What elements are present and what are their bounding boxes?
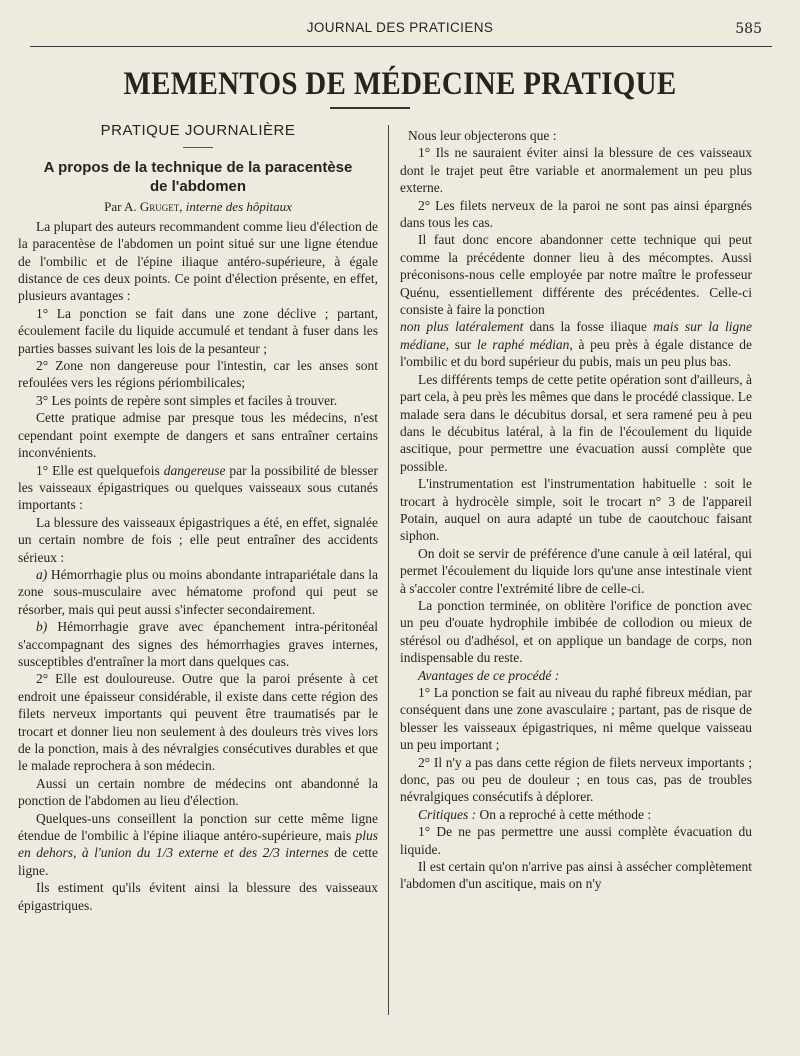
- text: Hémorrhagie plus ou moins abondante intrapariétale dans la zone sous-musculaire avec hématome profond qui peut se résorber, mais qui peut aussi s'infecter secondairement.: [18, 566, 378, 617]
- running-header: [0, 20, 800, 44]
- section-rule: [183, 147, 213, 148]
- paragraph: [18, 618, 378, 670]
- paragraph: [400, 806, 752, 823]
- paragraph: [18, 462, 378, 514]
- text: On a reproché à cette méthode :: [476, 806, 652, 822]
- page-number: 585: [735, 21, 762, 37]
- emphasis: dangereuse: [163, 462, 226, 478]
- section-heading: PRATIQUE JOURNALIÈRE: [100, 122, 296, 139]
- text: par la possibilité de blesser les vaisseaux épigastriques ou quelques vaisseaux sous cutanés importants :: [18, 462, 378, 513]
- left-column: [18, 118, 378, 914]
- paragraph: Ils estiment qu'ils évitent ainsi la blessure des vaisseaux épigastriques.: [18, 880, 378, 913]
- paragraph: 1° De ne pas permettre une aussi complète évacuation du liquide.: [400, 824, 752, 857]
- text: de cette ligne.: [18, 845, 378, 878]
- article-title-line-2: de l'abdomen: [149, 178, 247, 196]
- paragraph: On doit se servir de préférence d'une canule à œil latéral, qui permet l'écoulement du liquide lors qu'une anse intestinale vient à s'accoler contre l'extrémité libre de celle-ci.: [400, 545, 752, 596]
- article-title-line-1: A propos de la technique de la paracentèse: [43, 159, 353, 177]
- paragraph: 2° Les filets nerveux de la paroi ne sont pas ainsi épargnés dans tous les cas.: [400, 197, 752, 231]
- paragraph: Les différents temps de cette petite opération sont d'ailleurs, à part cela, à peu près les mêmes que dans le procédé classique. Le malade sera dans le décubitus dorsal, et sera ramené peu à peu dans le décubitus latéral, à la fin de l'écoulement du liquide ascitique, pour permettre une évacuation aussi complète que possible.: [400, 371, 752, 474]
- text: Hémorrhagie grave avec épanchement intra-péritonéal s'accompagnant des signes des hémorrhagies graves internes, susceptibles d'entraîner la mort dans quelques cas.: [18, 619, 378, 669]
- paragraph: 1° La ponction se fait au niveau du raphé fibreux médian, par conséquent dans une zone avasculaire ; partant, pas de risque de blesser les vaisseaux épigastriques, ni même quelque vaisseau un peu important ;: [400, 685, 752, 753]
- emphasis: non plus latéralement: [400, 319, 524, 335]
- column-divider: [388, 125, 389, 1015]
- emphasis: Critiques :: [418, 806, 477, 822]
- paragraph: L'instrumentation est l'instrumentation habituelle : soit le trocart à hydrocèle simple, soit le trocart n° 3 de l'appareil Potain, auquel on aura adapté un tube de caoutchouc faisant siphon.: [400, 476, 752, 544]
- emphasis: mais sur la ligne médiane: [400, 319, 752, 352]
- paragraph: 1° La ponction se fait dans une zone déclive ; partant, écoulement facile du liquide accumulé et tendant à fuser dans les parties basses suivant les lois de la pesanteur ;: [18, 305, 378, 356]
- running-title: JOURNAL DES PRATICIENS: [306, 20, 494, 35]
- paragraph: 2° Elle est douloureuse. Outre que la paroi présente à cet endroit une épaisseur considérable, il existe dans cette région des filets nerveux importants qui peuvent être traumatisés par le trocart et donner lieu non seulement à des douleurs très vives lors de la ponction, mais à des névralgies consécutives durables et que le malade reprochera à son médecin.: [18, 671, 378, 774]
- paragraph: [18, 810, 378, 880]
- paragraph: La ponction terminée, on oblitère l'orifice de ponction avec un peu d'ouate hydrophile imbibée de collodion ou mieux de stérésol ou d'adhésol, et on applique un bandage de corps, non indispensable du reste.: [400, 597, 752, 666]
- text: , sur: [445, 336, 477, 352]
- text: Quelques-uns conseillent la ponction sur cette même ligne étendue de l'ombilic à l'épine iliaque antéro-supérieure, mais: [18, 810, 378, 844]
- title-rule: [330, 107, 410, 109]
- paragraph: [18, 566, 378, 618]
- paragraph: Cette pratique admise par presque tous les médecins, n'est cependant point exempte de dangers et sans entraîner certains inconvénients.: [18, 410, 378, 461]
- byline: Par A. Gruget, interne des hôpitaux: [104, 199, 292, 215]
- paragraph: Aussi un certain nombre de médecins ont abandonné la ponction de l'abdomen au lieu d'élection.: [18, 775, 378, 809]
- right-column: [400, 127, 752, 893]
- emphasis: plus en dehors, à l'union du 1/3 externe et des 2/3 internes: [18, 828, 378, 861]
- paragraph: Il faut donc encore abandonner cette technique qui peut comme la précédente donner lieu à des mécomptes. Aussi préconisons-nous celle employée par notre maître le professeur Quénu, essentiellement différente des précédentes. Celle-ci consiste à faire la ponction: [400, 232, 752, 318]
- subheading: Avantages de ce procédé :: [418, 667, 560, 683]
- page-title: MEMENTOS DE MÉDECINE PRATIQUE: [123, 66, 677, 102]
- paragraph: La plupart des auteurs recommandent comme lieu d'élection de la paracentèse de l'abdomen un point situé sur une ligne étendue de l'ombilic et de l'épine iliaque antéro-supérieure, à égale distance de ces deux points. Ce point d'élection présente, en effet, plusieurs avantages :: [18, 218, 378, 304]
- article-title: [18, 158, 378, 196]
- emphasis: b): [36, 619, 48, 635]
- paragraph: [400, 318, 752, 370]
- header-rule: [30, 46, 772, 47]
- text: dans la fosse iliaque: [523, 319, 654, 335]
- paragraph: Il est certain qu'on n'arrive pas ainsi à assécher complètement l'abdomen d'un ascitique, mais on n'y: [400, 859, 752, 892]
- emphasis: le raphé médian: [477, 336, 570, 352]
- emphasis: a): [36, 566, 48, 582]
- author-role: interne des hôpitaux: [185, 199, 292, 215]
- paragraph: 2° Il n'y a pas dans cette région de filets nerveux importants ; donc, pas ou peu de douleur ; en tous cas, pas de troubles névralgiques consécutifs à déplorer.: [400, 754, 752, 805]
- text: , à peu près à égale distance de l'ombilic et du bord supérieur du pubis, mais un peu plus bas.: [400, 336, 753, 370]
- paragraph: 2° Zone non dangereuse pour l'intestin, car les anses sont refoulées vers les régions périombilicales;: [18, 358, 378, 391]
- paragraph: 3° Les points de repère sont simples et faciles à trouver.: [36, 392, 338, 408]
- paragraph: Nous leur objecterons que :: [408, 128, 557, 143]
- paragraph: 1° Ils ne sauraient éviter ainsi la blessure de ces vaisseaux dont le trajet peut être variable et anormalement un peu plus externe.: [400, 145, 752, 196]
- paragraph: La blessure des vaisseaux épigastriques a été, en effet, signalée un certain nombre de fois ; elle peut entraîner des accidents sérieux :: [18, 514, 378, 565]
- author-name: Gruget: [139, 199, 180, 215]
- byline-prefix: Par A.: [104, 199, 140, 215]
- text: 1° Elle est quelquefois: [36, 462, 164, 478]
